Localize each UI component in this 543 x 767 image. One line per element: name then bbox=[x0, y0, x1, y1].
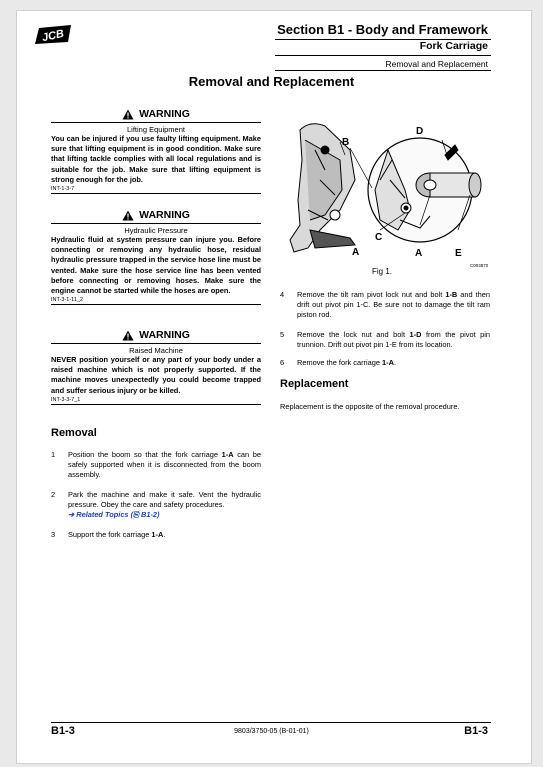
step-text: Remove the tilt ram pivot lock nut and bolt bbox=[297, 290, 446, 299]
step-ref: 1-A bbox=[151, 530, 164, 539]
warning-heading: WARNING bbox=[139, 209, 190, 221]
removal-step bbox=[51, 530, 261, 540]
warning-triangle-icon bbox=[122, 330, 134, 341]
replacement-text: Replacement is the opposite of the removal procedure. bbox=[280, 402, 460, 411]
figure-caption: Fig 1. bbox=[372, 267, 393, 276]
step-ref: 1-A bbox=[221, 450, 234, 459]
warning-rule bbox=[51, 122, 261, 123]
warning-subheading: Raised Machine bbox=[129, 346, 183, 355]
warning-lifting-equipment bbox=[51, 108, 261, 194]
step-ref: 1-B bbox=[445, 290, 458, 299]
removal-step bbox=[280, 290, 490, 321]
warning-raised-machine bbox=[51, 329, 261, 405]
callout-label: A bbox=[352, 247, 360, 258]
callout-label: D bbox=[416, 126, 424, 137]
header-divider bbox=[275, 55, 491, 56]
warning-rule bbox=[51, 343, 261, 344]
jcb-logo bbox=[31, 24, 75, 51]
step-ref: 1-D bbox=[409, 330, 422, 339]
callout-label: A bbox=[415, 248, 423, 259]
callout-label: B bbox=[342, 137, 350, 148]
step-number: 5 bbox=[280, 330, 285, 339]
step-number: 4 bbox=[280, 290, 285, 299]
step-text: Position the boom so that the fork carriage bbox=[68, 450, 222, 459]
step-text: . bbox=[163, 530, 166, 539]
warning-heading: WARNING bbox=[139, 108, 190, 120]
warning-triangle-icon bbox=[122, 210, 134, 221]
step-text: Remove the lock nut and bolt bbox=[297, 330, 410, 339]
warning-heading: WARNING bbox=[139, 329, 190, 341]
section-title: Section B1 - Body and Framework bbox=[277, 22, 488, 37]
page-title: Removal and Replacement bbox=[188, 74, 355, 89]
footer-divider bbox=[51, 722, 491, 723]
step-text: from the pivot pin trunnion. Drift out pivot pin 1-E from its location. bbox=[297, 330, 490, 350]
callout-label: C bbox=[375, 232, 383, 243]
replacement-heading: Replacement bbox=[280, 378, 349, 390]
svg-text:JCB: JCB bbox=[40, 27, 66, 45]
warning-subheading: Hydraulic Pressure bbox=[124, 226, 188, 235]
warning-hydraulic-pressure bbox=[51, 209, 261, 305]
warning-code: INT-3-1-11_2 bbox=[51, 297, 261, 305]
warning-body: You can be injured if you use faulty lifting equipment. Make sure that lifting equipment is in good condition. Make sure that lifting tackle complies with all local regulations and is suitable for the job. Make sure that lifting equipment is strong enough for the job. bbox=[51, 134, 261, 184]
breadcrumb: Removal and Replacement bbox=[385, 59, 488, 69]
warning-code: INT-1-3-7 bbox=[51, 186, 261, 194]
callout-label: E bbox=[455, 248, 462, 259]
warning-body: NEVER position yourself or any part of your body under a raised machine which is not properly supported. If the machine moves unexpectedly you could become trapped and suffer serious injury or be killed. bbox=[51, 355, 261, 395]
header-divider bbox=[275, 70, 491, 71]
step-text: Support the fork carriage bbox=[68, 530, 152, 539]
page-number-left: B1-3 bbox=[51, 725, 75, 737]
warning-subheading: Lifting Equipment bbox=[127, 125, 185, 134]
step-text: Park the machine and make it safe. Vent the hydraulic pressure. Obey the care and safety procedures. bbox=[68, 490, 261, 510]
step-text: Remove the fork carriage bbox=[297, 358, 383, 367]
step-number: 3 bbox=[51, 530, 56, 539]
fork-carriage-diagram bbox=[280, 120, 490, 270]
removal-step bbox=[280, 358, 490, 368]
step-number: 6 bbox=[280, 358, 285, 367]
step-number: 2 bbox=[51, 490, 56, 499]
step-text: . bbox=[393, 358, 397, 367]
step-text: can be safely supported when it is disconnected from the boom assembly. bbox=[68, 450, 261, 480]
warning-code: INT-3-3-7_1 bbox=[51, 397, 261, 405]
warning-triangle-icon bbox=[122, 109, 134, 120]
removal-step bbox=[280, 330, 490, 350]
step-number: 1 bbox=[51, 450, 56, 459]
related-topics-link[interactable]: ➔ Related Topics (⎘ B1-2) bbox=[68, 510, 160, 520]
document-code: 9803/3750-05 (B-01-01) bbox=[234, 728, 309, 735]
step-ref: 1-A bbox=[382, 358, 394, 367]
subsection-title: Fork Carriage bbox=[419, 40, 488, 52]
removal-step bbox=[51, 490, 261, 521]
page-number-right: B1-3 bbox=[464, 725, 488, 737]
step-text: and then drift out pivot pin 1-C. Be sure not to damage the tilt ram piston rod. bbox=[297, 290, 490, 320]
removal-step bbox=[51, 450, 261, 481]
warning-rule bbox=[51, 223, 261, 224]
warning-body: Hydraulic fluid at system pressure can injure you. Before connecting or removing any hydraulic hose, residual hydraulic pressure trapped in the service hose line must be vented. Make sure the hose service line has been vented before connecting or removing hoses. Make sure the engine cannot be started while the hoses are open. bbox=[51, 235, 261, 296]
removal-heading: Removal bbox=[51, 427, 97, 439]
figure-code: C003870 bbox=[470, 263, 489, 268]
